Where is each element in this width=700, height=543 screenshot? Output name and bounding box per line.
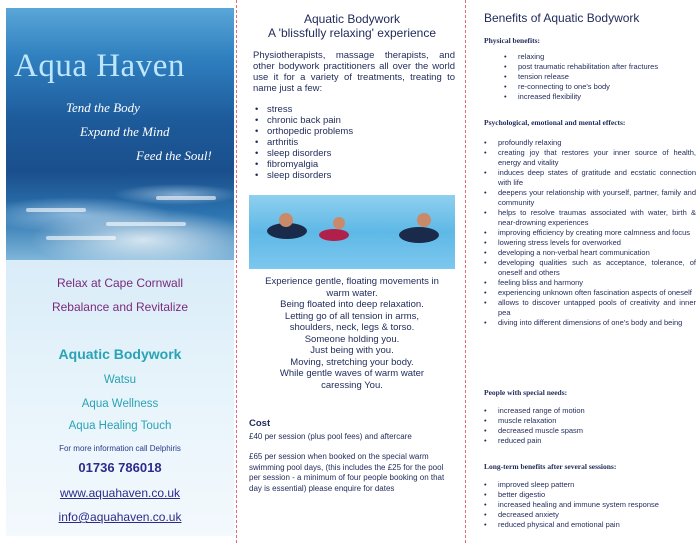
tagline-1: Tend the Body xyxy=(66,100,140,115)
pool-photo xyxy=(249,195,455,269)
service-watsu: Watsu xyxy=(103,374,137,386)
service-title: Aquatic Bodywork xyxy=(58,346,182,362)
list-item: • decreased anxiety xyxy=(484,510,684,520)
tagline-2: Expand the Mind xyxy=(80,124,170,139)
front-panel xyxy=(0,0,236,543)
list-item: • developing a non-verbal heart communication xyxy=(484,248,696,258)
list-item: • tension release xyxy=(504,72,700,82)
list-item: • feeling bliss and harmony xyxy=(484,278,696,288)
benefits-title: Benefits of Aquatic Bodywork xyxy=(484,11,640,25)
service-aqua-healing-touch: Aqua Healing Touch xyxy=(68,420,172,432)
experience-line: While gentle waves of warm water xyxy=(279,368,425,379)
list-item: • diving into different dimensions of one's body and being xyxy=(484,318,696,328)
experience-line: shoulders, neck, legs & torso. xyxy=(289,322,415,333)
middle-panel xyxy=(236,0,466,543)
experience-line: Being floated into deep relaxation. xyxy=(280,299,424,310)
cost-standard: £40 per session (plus pool fees) and aftercare xyxy=(249,432,412,441)
physical-heading: Physical benefits: xyxy=(484,36,541,45)
list-item: • increased range of motion xyxy=(484,406,684,416)
list-item: • experiencing unknown often fascination aspects of oneself xyxy=(484,288,696,298)
list-item: • helps to resolve traumas associated with water, birth & near-drowning experiences xyxy=(484,208,696,228)
tagline-3: Feed the Soul! xyxy=(136,148,212,163)
list-item: • deepens your relationship with yourself, partner, family and community xyxy=(484,188,696,208)
list-item: • stress xyxy=(255,104,455,115)
relax-line-1: Relax at Cape Cornwall xyxy=(56,276,184,290)
long-term-heading: Long-term benefits after several sessions: xyxy=(484,462,617,471)
list-item: • arthritis xyxy=(255,137,455,148)
experience-line: Someone holding you. xyxy=(304,333,400,345)
cost-heading: Cost xyxy=(249,418,271,429)
middle-subtitle: A 'blissfully relaxing' experience xyxy=(268,26,436,40)
experience-line: warm water. xyxy=(326,287,378,299)
phone-number: 01736 786018 xyxy=(78,460,162,475)
website-link[interactable]: www.aquahaven.co.uk xyxy=(59,486,181,500)
list-item: • improved sleep pattern xyxy=(484,480,684,490)
treatment-list xyxy=(255,104,455,181)
experience-line: Moving, stretching your body. xyxy=(290,356,414,368)
list-item: • sleep disorders xyxy=(255,148,455,159)
list-item: • reduced physical and emotional pain xyxy=(484,520,684,530)
list-item: • muscle relaxation xyxy=(484,416,684,426)
list-item: • increased flexibility xyxy=(504,92,700,102)
brand-title: Aqua Haven xyxy=(14,48,185,84)
relax-line-2: Rebalance and Revitalize xyxy=(51,300,189,314)
list-item: • developing qualities such as acceptance, tolerance, of oneself and others xyxy=(484,258,696,278)
service-aqua-wellness: Aqua Wellness xyxy=(81,398,159,410)
special-needs-list xyxy=(484,406,684,446)
list-item: • post traumatic rehabilitation after fractures xyxy=(504,62,700,72)
list-item: • profoundly relaxing xyxy=(484,138,696,148)
psych-list xyxy=(484,138,696,328)
physical-list xyxy=(504,52,700,102)
experience-text xyxy=(247,276,457,391)
contact-panel xyxy=(6,260,234,536)
list-item: • re-connecting to one's body xyxy=(504,82,700,92)
email-link[interactable]: info@aquahaven.co.uk xyxy=(58,510,182,524)
list-item: • improving efficiency by creating more calmness and focus xyxy=(484,228,696,238)
experience-line: Just being with you. xyxy=(310,345,394,356)
list-item: • orthopedic problems xyxy=(255,126,455,137)
middle-title: Aquatic Bodywork xyxy=(303,12,401,26)
special-needs-heading: People with special needs: xyxy=(484,388,568,397)
list-item: • lowering stress levels for overworked xyxy=(484,238,696,248)
info-line: For more information call Delphiris xyxy=(59,444,181,453)
cost-pool-days: £65 per session when booked on the special warm swimming pool days, (this includes the £25 for the pool per session - a minimum of four people booking on that day is essential) please enquire for dates xyxy=(249,452,445,493)
list-item: • relaxing xyxy=(504,52,700,62)
experience-line: Letting go of all tension in arms, xyxy=(284,310,420,322)
ocean-photo xyxy=(6,8,234,260)
list-item: • creating joy that restores your inner source of health, energy and vitality xyxy=(484,148,696,168)
list-item: • allows to discover untapped pools of creativity and inner pea xyxy=(484,298,696,318)
list-item: • increased healing and immune system response xyxy=(484,500,684,510)
psych-heading: Psychological, emotional and mental effects: xyxy=(484,118,626,127)
list-item: • chronic back pain xyxy=(255,115,455,126)
list-item: • induces deep states of gratitude and ecstatic connection with life xyxy=(484,168,696,188)
experience-line: caressing You. xyxy=(321,379,383,391)
list-item: • fibromyalgia xyxy=(255,159,455,170)
experience-line: Experience gentle, floating movements in xyxy=(265,276,439,287)
intro-paragraph: Physiotherapists, massage therapists, and other bodywork practitioners all over the world use it for a variety of treatments, treating to name just a few: xyxy=(253,50,455,94)
list-item: • decreased muscle spasm xyxy=(484,426,684,436)
list-item: • reduced pain xyxy=(484,436,684,446)
list-item: • sleep disorders xyxy=(255,170,455,181)
long-term-list xyxy=(484,480,684,530)
list-item: • better digestio xyxy=(484,490,684,500)
benefits-panel xyxy=(466,0,700,543)
